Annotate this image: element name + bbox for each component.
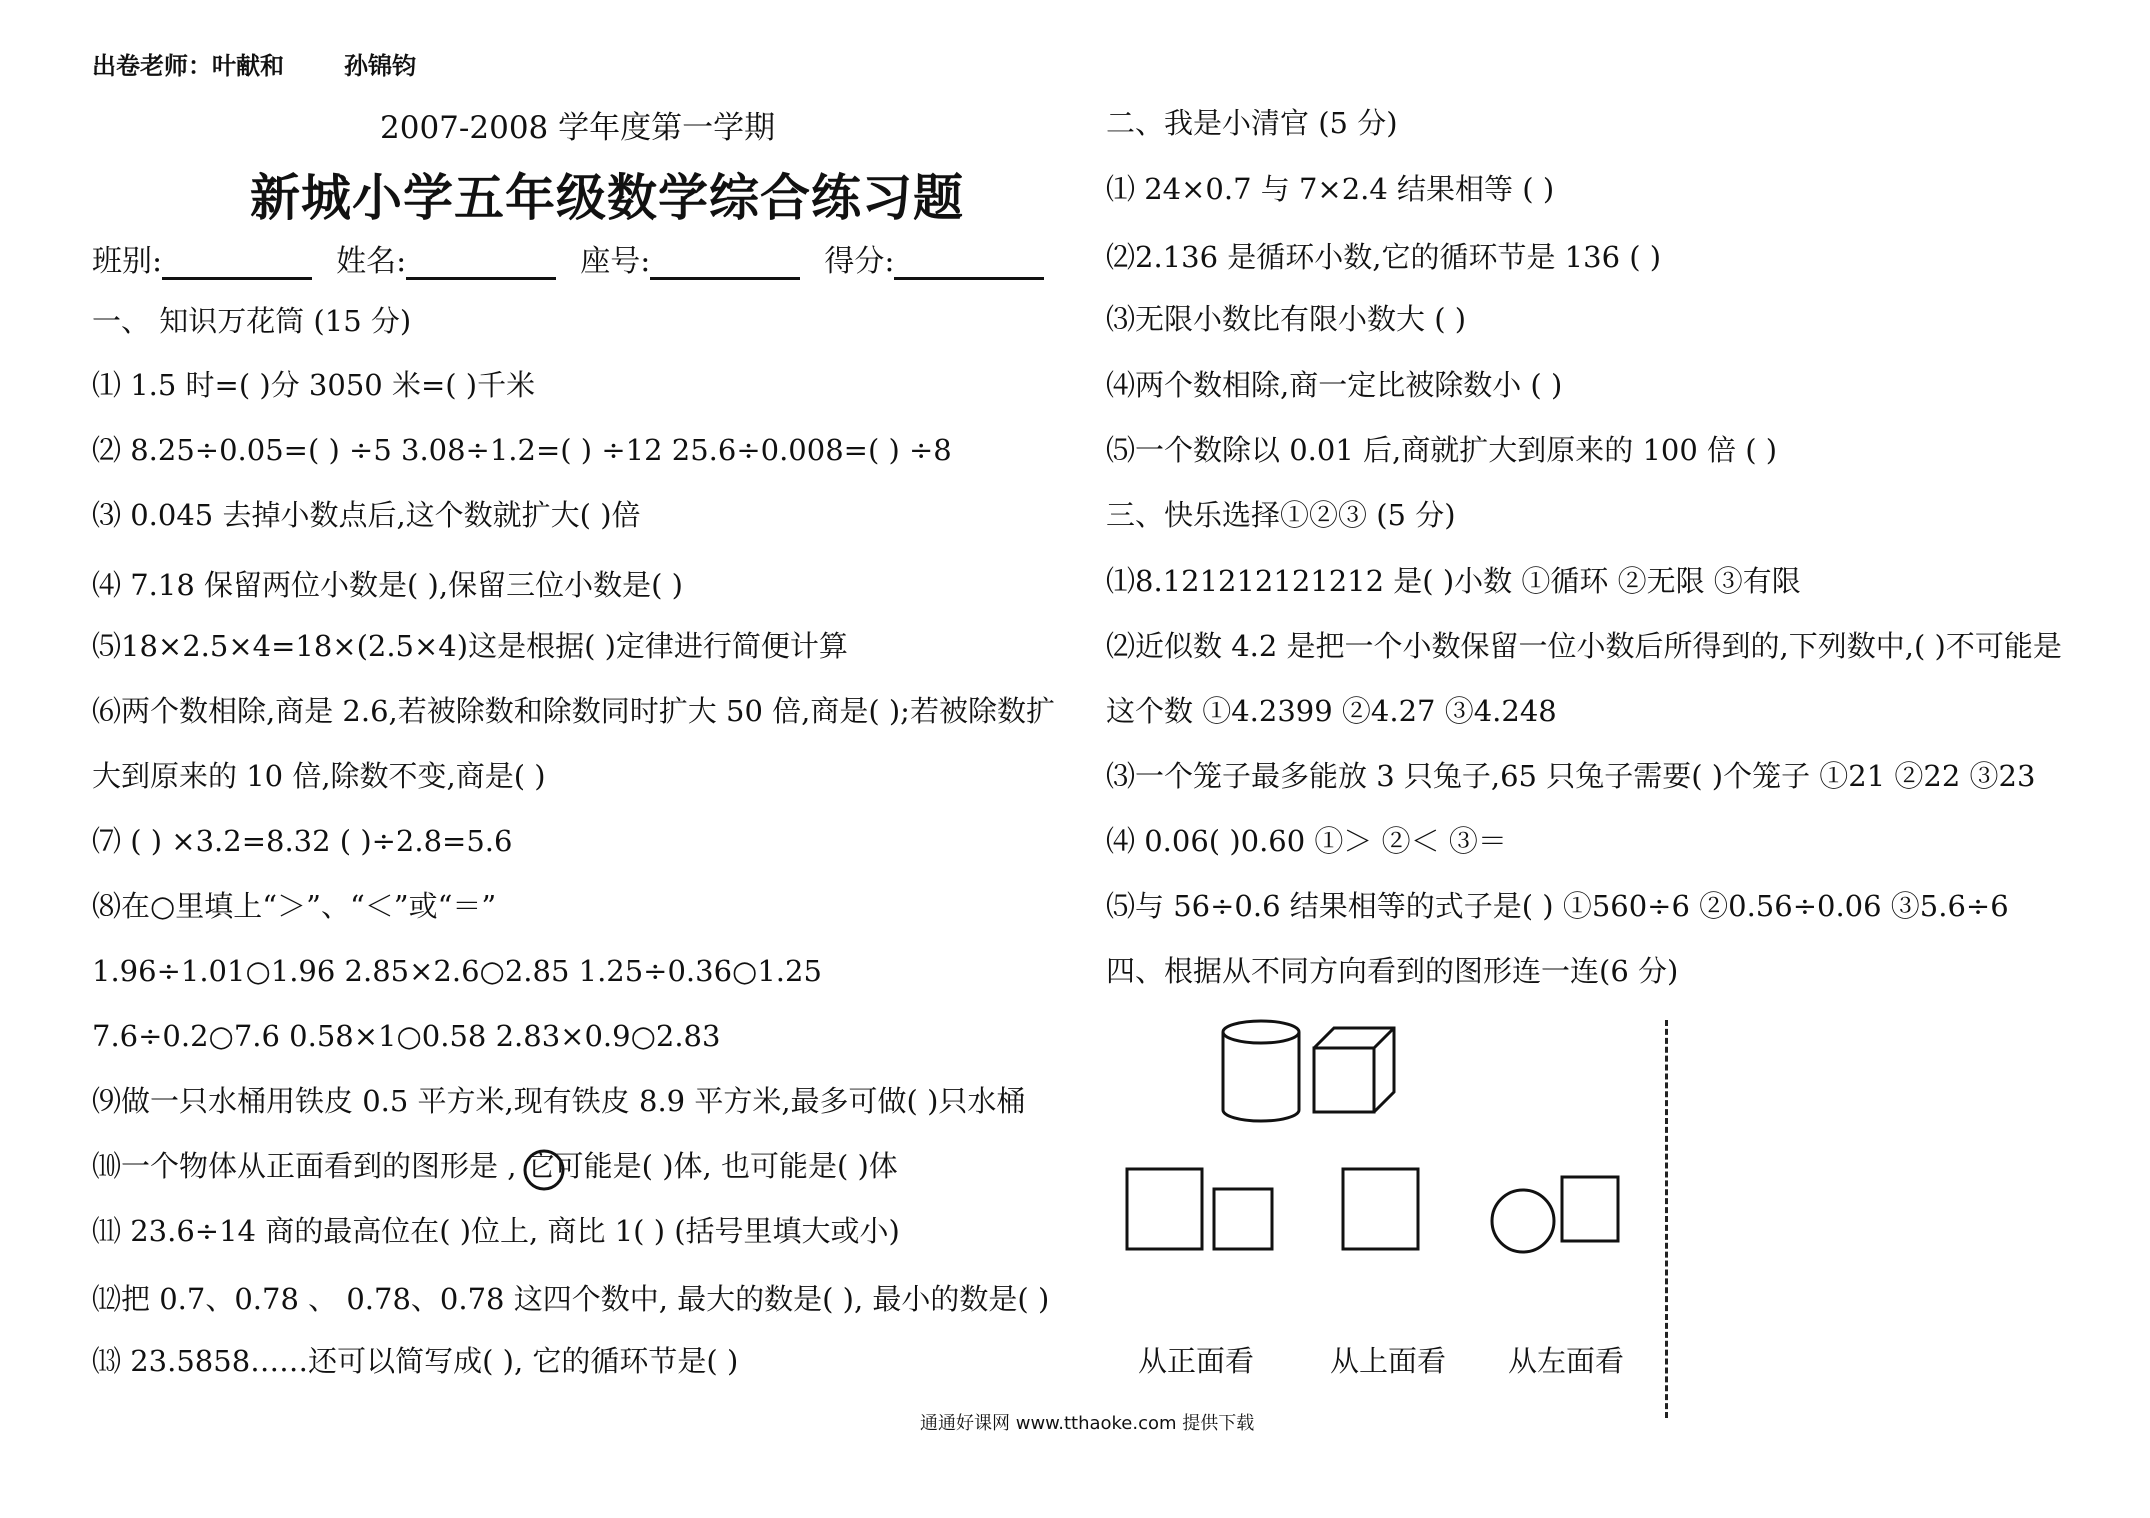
- footer-source: 通通好课网 www.tthaoke.com 提供下载: [920, 1413, 1255, 1434]
- term-label: 2007-2008 学年度第一学期: [380, 110, 776, 146]
- s3-q1: ⑴8.121212121212 是( )小数 ①循环 ②无限 ③有限: [1106, 564, 1801, 598]
- s1-q4: ⑷ 7.18 保留两位小数是( ),保留三位小数是( ): [92, 568, 683, 602]
- section2-heading: 二、我是小清官 (5 分): [1106, 106, 1398, 140]
- s1-q2: ⑵ 8.25÷0.05=( ) ÷5 3.08÷1.2=( ) ÷12 25.6÷0.008=( ) ÷8: [92, 433, 952, 467]
- circle-shape-icon: [520, 1146, 568, 1194]
- view-label-top: 从上面看: [1330, 1344, 1447, 1378]
- s1-q5: ⑸18×2.5×4=18×(2.5×4)这是根据( )定律进行简便计算: [92, 629, 848, 663]
- name-field[interactable]: 姓名:: [336, 236, 556, 280]
- s3-q5: ⑸与 56÷0.6 结果相等的式子是( ) ①560÷6 ②0.56÷0.06 ③5.6÷6: [1106, 889, 2009, 923]
- section4-heading: 四、根据从不同方向看到的图形连一连(6 分): [1106, 954, 1679, 988]
- teacher-1: 出卷老师：叶献和: [92, 51, 284, 80]
- s1-q11: ⑾ 23.6÷14 商的最高位在( )位上, 商比 1( ) (括号里填大或小): [92, 1214, 900, 1248]
- section1-heading: 一、 知识万花筒 (15 分): [92, 304, 412, 338]
- student-info-line: [92, 236, 1054, 280]
- s3-q3: ⑶一个笼子最多能放 3 只兔子,65 只兔子需要( )个笼子 ①21 ②22 ③23: [1106, 759, 2036, 793]
- top-view-square: [1340, 1166, 1426, 1256]
- seat-field[interactable]: 座号:: [580, 236, 800, 280]
- teacher-2: 孙锦钧: [344, 51, 416, 80]
- s1-q10: ⑽一个物体从正面看到的图形是 , 它可能是( )体, 也可能是( )体: [92, 1149, 898, 1183]
- cube-figure: [1310, 1024, 1400, 1120]
- s1-q7: ⑺ ( ) ×3.2=8.32 ( )÷2.8=5.6: [92, 824, 513, 858]
- s1-q1: ⑴ 1.5 时=( )分 3050 米=( )千米: [92, 368, 536, 402]
- s1-q9: ⑼做一只水桶用铁皮 0.5 平方米,现有铁皮 8.9 平方米,最多可做( )只水桶: [92, 1084, 1026, 1118]
- s1-q6b: 大到原来的 10 倍,除数不变,商是( ): [92, 759, 546, 793]
- s1-q8-row2: 7.6÷0.2○7.6 0.58×1○0.58 2.83×0.9○2.83: [92, 1019, 721, 1053]
- cylinder-figure: [1218, 1018, 1304, 1126]
- s2-q3: ⑶无限小数比有限小数大 ( ): [1106, 302, 1467, 336]
- teachers-line: [92, 46, 476, 81]
- view-label-front: 从正面看: [1138, 1344, 1255, 1378]
- s1-q3: ⑶ 0.045 去掉小数点后,这个数就扩大( )倍: [92, 498, 641, 532]
- s2-q2: ⑵2.136 是循环小数,它的循环节是 136 ( ): [1106, 240, 1662, 274]
- score-field[interactable]: 得分:: [824, 236, 1044, 280]
- s1-q6a: ⑹两个数相除,商是 2.6,若被除数和除数同时扩大 50 倍,商是( );若被除数扩: [92, 694, 1055, 728]
- s3-q2b: 这个数 ①4.2399 ②4.27 ③4.248: [1106, 694, 1557, 728]
- s3-q2a: ⑵近似数 4.2 是把一个小数保留一位小数后所得到的,下列数中,( )不可能是: [1106, 629, 2062, 663]
- s2-q1: ⑴ 24×0.7 与 7×2.4 结果相等 ( ): [1106, 172, 1555, 206]
- page-title: 新城小学五年级数学综合练习题: [250, 168, 964, 227]
- s1-q8-row1: 1.96÷1.01○1.96 2.85×2.6○2.85 1.25÷0.36○1.25: [92, 954, 822, 988]
- class-field[interactable]: 班别:: [92, 236, 312, 280]
- s2-q4: ⑷两个数相除,商一定比被除数小 ( ): [1106, 368, 1563, 402]
- s2-q5: ⑸一个数除以 0.01 后,商就扩大到原来的 100 倍 ( ): [1106, 433, 1778, 467]
- dashed-divider: [1665, 1020, 1668, 1418]
- s1-q12: ⑿把 0.7、0.78 、 0.78、0.78 这四个数中, 最大的数是( ), 最小的数是( ): [92, 1282, 1050, 1316]
- left-view-shapes: [1488, 1170, 1628, 1260]
- front-view-shapes: [1124, 1166, 1284, 1256]
- s1-q8: ⑻在○里填上“＞”、“＜”或“＝”: [92, 889, 497, 923]
- section3-heading: 三、快乐选择①②③ (5 分): [1106, 498, 1456, 532]
- s3-q4: ⑷ 0.06( )0.60 ①＞ ②＜ ③＝: [1106, 824, 1507, 858]
- view-label-left: 从左面看: [1508, 1344, 1625, 1378]
- s1-q13: ⒀ 23.5858……还可以简写成( ), 它的循环节是( ): [92, 1344, 739, 1378]
